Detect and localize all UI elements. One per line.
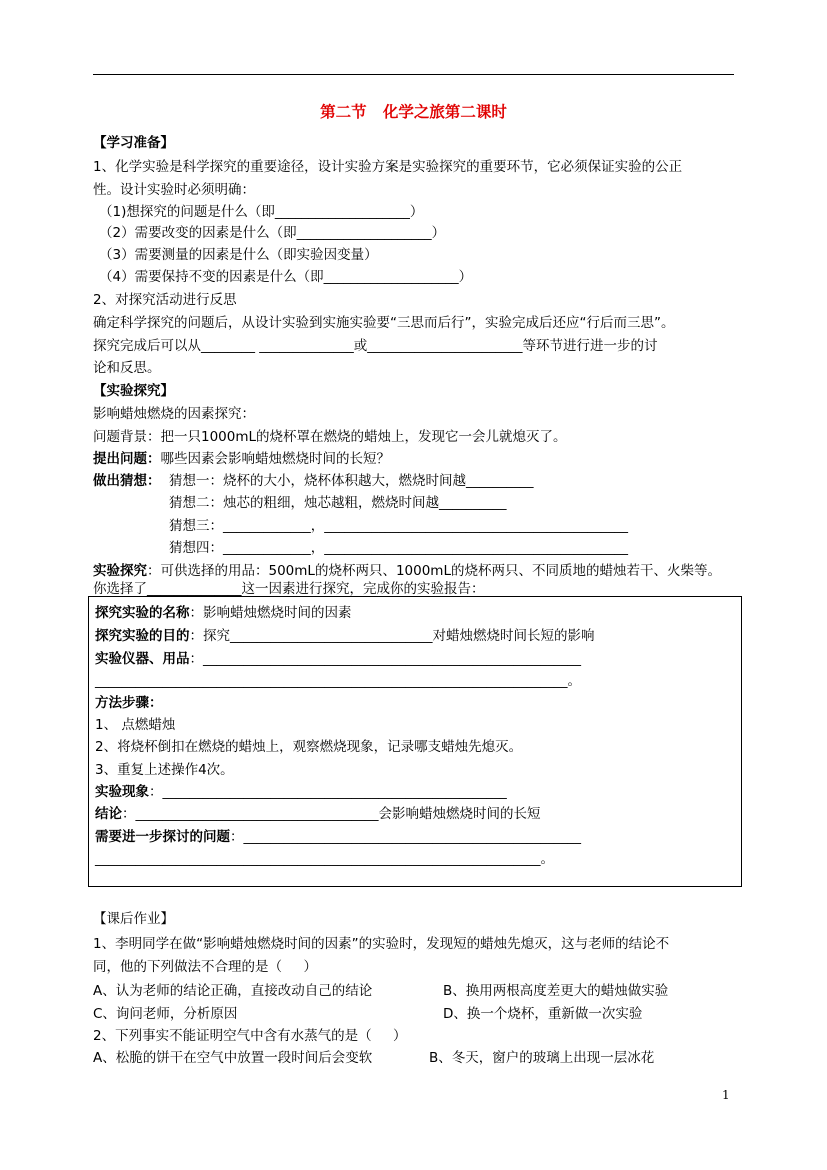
prep-line: 性。设计实验时必须明确： <box>93 182 255 198</box>
report-further-text: ：__________________________________________________ <box>230 829 581 845</box>
hw-q2-line: 2、下列事实不能证明空气中含有水蒸气的是（ ） <box>93 1028 407 1044</box>
guess-label: 做出猜想： <box>93 473 161 489</box>
report-further-label: 需要进一步探讨的问题 <box>95 829 230 845</box>
explore-text: ：可供选择的用品：500mL的烧杯两只、1000mL的烧杯两只、不同质地的蜡烛若干、火柴等。 <box>147 563 721 579</box>
experiment-intro: 影响蜡烛燃烧的因素探究： <box>93 406 255 422</box>
report-purpose-text: ：探究______________________________对蜡烛燃烧时间长短的影响 <box>189 628 595 644</box>
prep-line: （2）需要改变的因素是什么（即____________________） <box>99 225 446 241</box>
header-rule <box>93 74 734 75</box>
guess-3: 猜想三：_____________，_____________________________________________ <box>169 518 628 534</box>
guess-1: 猜想一：烧杯的大小，烧杯体积越大，燃烧时间越__________ <box>169 473 534 489</box>
hw-q1-option-d: D、换一个烧杯，重新做一次实验 <box>443 1006 643 1022</box>
prep-line: 1、化学实验是科学探究的重要途径，设计实验方案是实验探究的重要环节，它必须保证实验的公正 <box>93 159 683 175</box>
report-purpose <box>95 627 595 645</box>
report-conclusion-text: ：____________________________________会影响蜡烛燃烧时间的长短 <box>122 806 541 822</box>
explore-line <box>93 562 721 580</box>
report-name-text: ：影响蜡烛燃烧时间的因素 <box>189 605 352 621</box>
report-conclusion-label: 结论 <box>95 806 122 822</box>
report-equipment-cont: ______________________________________________________________________。 <box>95 673 581 689</box>
page-number: 1 <box>722 1088 730 1102</box>
hw-q1-option-a: A、认为老师的结论正确，直接改动自己的结论 <box>93 983 373 999</box>
homework-heading: 【课后作业】 <box>93 911 174 927</box>
report-name <box>95 604 352 622</box>
prep-heading: 【学习准备】 <box>93 135 174 151</box>
question-line <box>93 450 390 468</box>
report-further <box>95 828 581 846</box>
experiment-background: 问题背景：把一只1000mL的烧杯罩在燃烧的蜡烛上，发现它一会儿就熄灭了。 <box>93 429 567 445</box>
prep-line: （1)想探究的问题是什么（即____________________） <box>99 204 424 220</box>
hw-q2-option-b: B、冬天，窗户的玻璃上出现一层冰花 <box>429 1050 655 1066</box>
guess-4: 猜想四：_____________，_____________________________________________ <box>169 540 628 556</box>
explore-label: 实验探究 <box>93 563 147 579</box>
report-steps-label: 方法步骤： <box>95 695 163 711</box>
choose-line: 你选择了______________这一因素进行探究，完成你的实验报告： <box>93 581 485 597</box>
page-title: 第二节 化学之旅第二课时 <box>320 103 507 121</box>
report-name-label: 探究实验的名称 <box>95 605 190 621</box>
prep-line: （3）需要测量的因素是什么（即实验因变量） <box>99 247 378 263</box>
question-label: 提出问题： <box>93 451 161 467</box>
report-purpose-label: 探究实验的目的 <box>95 628 190 644</box>
report-equipment <box>95 650 581 668</box>
report-equipment-label: 实验仪器、用品 <box>95 651 190 667</box>
report-phenomenon-text: ：___________________________________________________ <box>149 784 507 800</box>
report-further-cont: __________________________________________________________________。 <box>95 851 554 867</box>
prep-line: （4）需要保持不变的因素是什么（即____________________） <box>99 269 473 285</box>
hw-q1-option-b: B、换用两根高度差更大的蜡烛做实验 <box>443 983 669 999</box>
hw-q2-option-a: A、松脆的饼干在空气中放置一段时间后会变软 <box>93 1050 373 1066</box>
hw-q1-line: 1、李明同学在做“影响蜡烛燃烧时间的因素”的实验时，发现短的蜡烛先熄灭，这与老师的结论不 <box>93 936 670 952</box>
guess-2: 猜想二：烛芯的粗细，烛芯越粗，燃烧时间越__________ <box>169 495 507 511</box>
hw-q1-option-c: C、询问老师，分析原因 <box>93 1006 238 1022</box>
experiment-heading: 【实验探究】 <box>93 383 174 399</box>
prep-line: 2、对探究活动进行反思 <box>93 292 237 308</box>
prep-line: 确定科学探究的问题后，从设计实验到实施实验要“三思而后行”，实验完成后还应“行后而三思”。 <box>93 315 675 331</box>
report-equipment-text: ：________________________________________________________ <box>189 651 581 667</box>
report-conclusion <box>95 805 541 823</box>
report-phenomenon <box>95 783 507 801</box>
report-phenomenon-label: 实验现象 <box>95 784 149 800</box>
hw-q1-line: 同，他的下列做法不合理的是（ ） <box>93 959 317 975</box>
question-text: 哪些因素会影响蜡烛燃烧时间的长短？ <box>160 451 390 467</box>
prep-line: 探究完成后可以从________ ______________或_______________________等环节进行进一步的讨 <box>93 338 658 354</box>
prep-line: 论和反思。 <box>93 360 161 376</box>
report-step: 1、 点燃蜡烛 <box>95 717 176 733</box>
report-step: 3、重复上述操作4次。 <box>95 762 234 778</box>
report-step: 2、将烧杯倒扣在燃烧的蜡烛上，观察燃烧现象，记录哪支蜡烛先熄灭。 <box>95 739 523 755</box>
